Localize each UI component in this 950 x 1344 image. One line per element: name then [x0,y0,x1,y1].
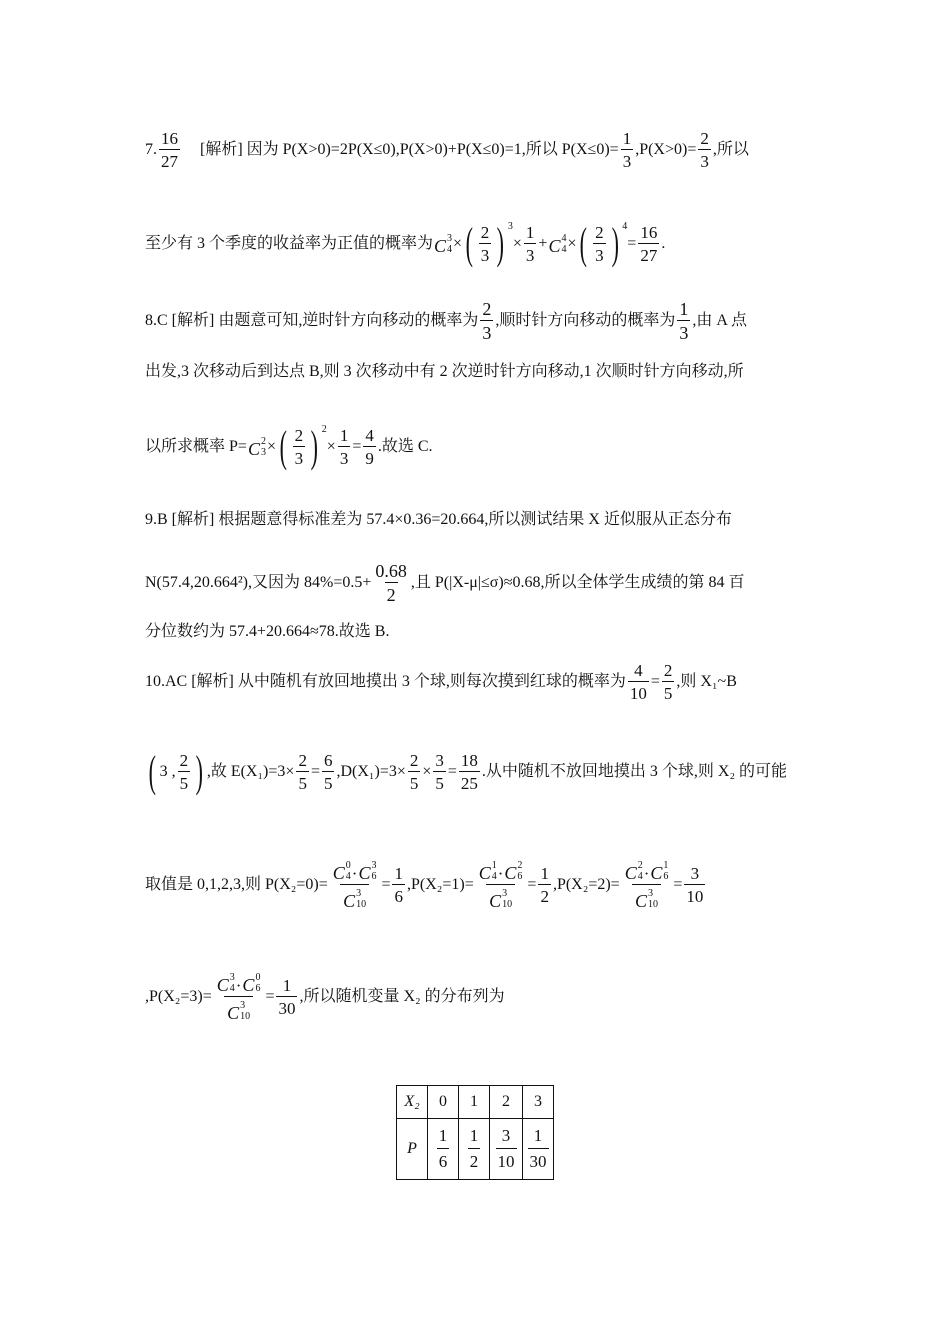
table-header-row [397,1086,554,1119]
table-cell: $\frac{1}{6}$ [428,1119,459,1180]
q9-line1: 9.B [解析] 根据题意得标准差为 57.4×0.36=20.664,所以测试结果 X 近似服从正态分布 [145,511,732,528]
q8-line3: 以所求概率 P= C 2 3 × ( $\frac{2}{3}$ ) $^2$ × $\frac{1}{3}$ = $\frac{4}{9}$ .故选 C. [145,422,433,471]
distribution-table [396,1085,554,1180]
table-cell: $\frac{1}{2}$ [459,1119,490,1180]
q7-line1 [145,130,749,170]
table-cell: $\frac{1}{30}$ [523,1119,554,1180]
table-cell: $\frac{3}{10}$ [490,1119,523,1180]
q7-line2: 至少有 3 个季度的收益率为正值的概率为 C 3 4 × ( $\frac{2}{3}$ ) $^3$ × $\frac{1}{3}$ + C 4 4 × ( $\frac{2}{3}$ ) $^4$ = $\frac{16}{27}$ . [145,219,666,268]
table-row [397,1119,554,1180]
q7-number: 7. [145,141,157,158]
q7-result-fraction: $\frac{16}{27}$ [640,223,658,265]
q8-text1: 8.C [解析] 由题意可知,逆时针方向移动的概率为 [145,312,479,329]
q8-text3: ,由 A 点 [692,312,748,329]
q7-text3: ,所以 [712,141,749,158]
table-header-cell: 1 [459,1086,490,1119]
q7-combination-1: C 3 4 [434,233,453,256]
q10-line3: 取值是 0,1,2,3,则 P(X₂=0)= C 0 4 ·C 3 6 C 3 10 = $\frac{1}{6}$ ,P(X₂=1)= C 1 4 ·C 2 6 C 3 10 = $\frac{1}{2}$ ,P(X₂=2)= C 2 4 ·C 1 6 C 3 10 = $\frac{3}{10}$ [145,860,704,911]
q9-line3: 分位数约为 57.4+20.664≈78.故选 B. [145,623,390,640]
q7-text2: ,P(X>0)= [635,141,697,158]
q7-fraction-1: $\frac{1}{3}$ [622,129,632,171]
table-row-label: P [397,1119,428,1180]
table-header-cell: 3 [523,1086,554,1119]
q7-text1: [解析] 因为 P(X>0)=2P(X≤0),P(X>0)+P(X≤0)=1,所以 P(X≤0)= [200,141,619,158]
q8-line2: 出发,3 次移动后到达点 B,则 3 次移动中有 2 次逆时针方向移动,1 次顺时针方向移动,所 [145,363,744,380]
q8-line1: 8.C [解析] 由题意可知,逆时针方向移动的概率为 $\frac{2}{3}$ ,顺时针方向移动的概率为 $\frac{1}{3}$ ,由 A 点 [145,299,748,343]
q10-line1: 10.AC [解析] 从中随机有放回地摸出 3 个球,则每次摸到红球的概率为 $\frac{4}{10}$ = $\frac{2}{5}$ ,则 X₁~B [145,661,737,703]
q7-fraction-2: $\frac{2}{3}$ [700,129,709,171]
table-header-cell: 2 [490,1086,523,1119]
q10-line2: ( 3 , $\frac{2}{5}$ ) ,故 E(X₁)=3× $\frac{2}{5}$ = $\frac{6}{5}$ ,D(X₁)=3× $\frac{2}{5}$ × $\frac{3}{5}$ = $\frac{18}{25}$ .从中随机不放回地摸出 3 个球,则 X₂ 的可能 [148,747,788,796]
q9-line2: N(57.4,20.664²),又因为 84%=0.5+ $\frac{0.68}{2}$ ,且 P(|X-μ|≤σ)≈0.68,所以全体学生成绩的第 84 百 [145,561,745,605]
q7-line2-text: 至少有 3 个季度的收益率为正值的概率为 [145,235,434,252]
q7-combination-2: C 4 4 [548,233,567,256]
q10-line4: ,P(X₂=3)= C 3 4 ·C 0 6 C 3 10 = $\frac{1}{30}$ ,所以随机变量 X₂ 的分布列为 [145,972,505,1023]
q8-text2: ,顺时针方向移动的概率为 [495,312,676,329]
table-header-cell: 0 [428,1086,459,1119]
table-header-cell: X₂ [397,1086,428,1119]
q7-answer-fraction: $\frac{16}{27}$ [161,129,178,171]
